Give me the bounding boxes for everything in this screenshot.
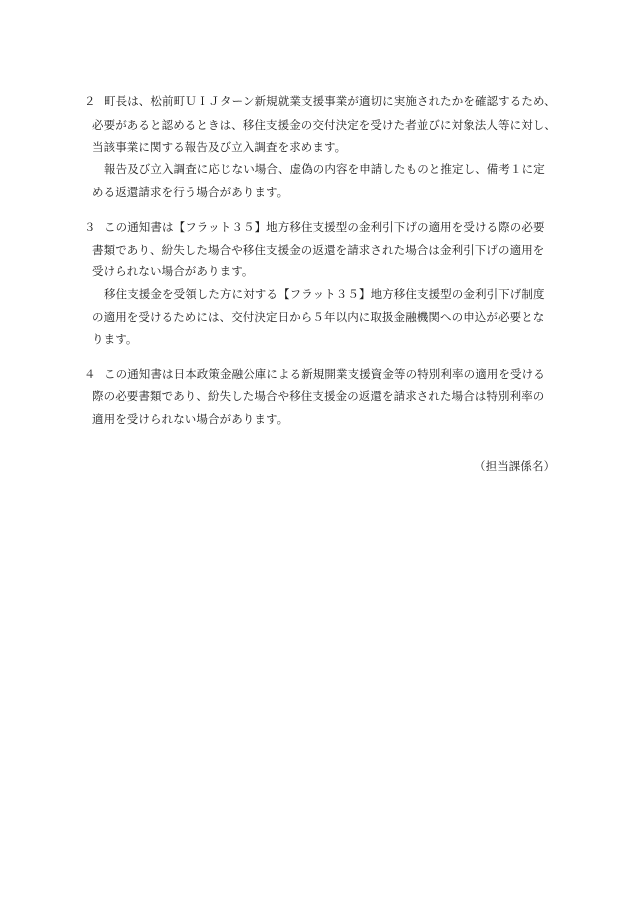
section-2-line-4: 報告及び立入調査に応じない場合、虚偽の内容を申請したものと推定し、備考１に定	[104, 162, 545, 176]
section-3-line-6: ります。	[92, 332, 138, 346]
section-2-line-1: 町長は、松前町ＵＩＪターン新規就業支援事業が適切に実施されたかを確認するため、	[104, 94, 556, 108]
section-3-line-4: 移住支援金を受領した方に対する【フラット３５】地方移住支援型の金利引下げ制度	[104, 287, 545, 301]
section-4-number: ４	[84, 367, 96, 381]
section-2-line-3: 当該事業に関する報告及び立入調査を求めます。	[92, 140, 347, 154]
section-2-number: ２	[84, 94, 96, 108]
section-2-line-5: める返還請求を行う場合があります。	[92, 185, 289, 199]
section-3-line-3: 受けられない場合があります。	[92, 264, 254, 278]
section-4-line-2: 際の必要書類であり、紛失した場合や移住支援金の返還を請求された場合は特別利率の	[92, 389, 545, 403]
contact-department-label: （担当課係名）	[474, 459, 556, 473]
section-4-line-1: この通知書は日本政策金融公庫による新規開業支援資金等の特別利率の適用を受ける	[104, 367, 545, 381]
section-3-line-5: の適用を受けるためには、交付決定日から５年以内に取扱金融機関への申込が必要とな	[92, 310, 545, 324]
section-3-line-1: この通知書は【フラット３５】地方移住支援型の金利引下げの適用を受ける際の必要	[104, 220, 545, 234]
section-3-line-2: 書類であり、紛失した場合や移住支援金の返還を請求された場合は金利引下げの適用を	[92, 243, 545, 257]
section-2-line-2: 必要があると認めるときは、移住支援金の交付決定を受けた者並びに対象法人等に対し、	[92, 118, 556, 132]
section-3-number: ３	[84, 220, 96, 234]
section-4-line-3: 適用を受けられない場合があります。	[92, 412, 289, 426]
